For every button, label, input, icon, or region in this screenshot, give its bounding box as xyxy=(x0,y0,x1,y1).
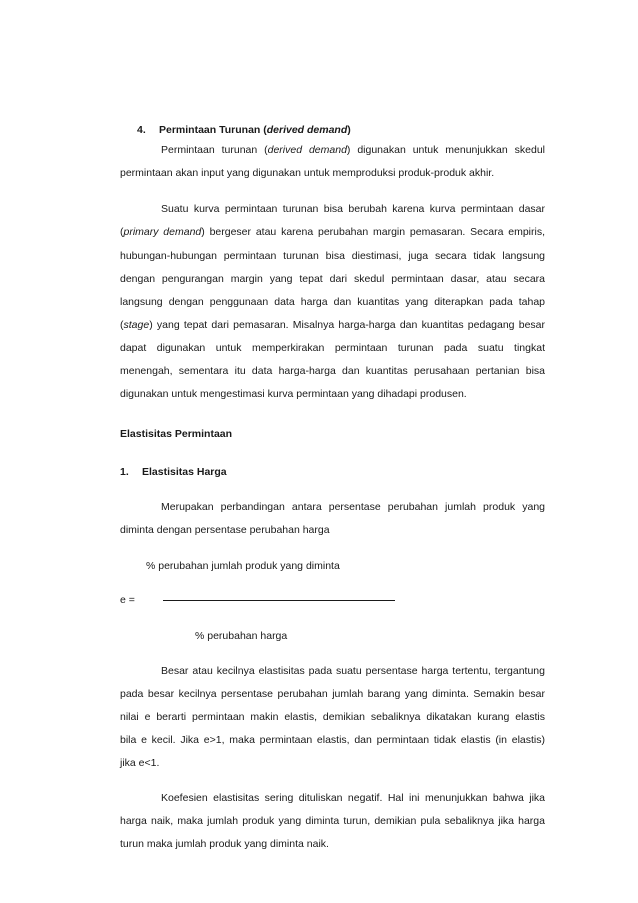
section-4-number: 4. xyxy=(137,124,146,136)
paragraph-line: Koefesien elastisitas sering dituliskan negatif. Hal ini menunjukkan bahwa jika xyxy=(161,792,545,804)
paragraph-line: menengah, sementara itu data harga-harga dan kuantitas perusahaan pertanian bisa xyxy=(120,365,545,377)
section-4-heading xyxy=(137,124,562,137)
paragraph-line: hubungan-hubungan permintaan turunan bisa diestimasi, juga secara tidak langsung xyxy=(120,250,545,262)
paragraph-line: digunakan untuk mengestimasi kurva permintaan yang dihadapi produsen. xyxy=(120,388,467,400)
section-heading-elastisitas: Elastisitas Permintaan xyxy=(120,428,233,440)
paragraph-line: bila e kecil. Jika e>1, maka permintaan elastis, dan permintaan tidak elastis (in elastis) xyxy=(120,734,545,746)
paragraph-line: nilai e berarti permintaan makin elastis, demikian sebaliknya dikatakan kurang elastis xyxy=(120,711,545,723)
paragraph-line: Permintaan turunan (derived demand) digunakan untuk menunjukkan skedul xyxy=(161,144,545,156)
paragraph-line: turun maka jumlah produk yang diminta naik. xyxy=(120,838,329,850)
paragraph-line: harga naik, maka jumlah produk yang diminta turun, demikian pula sebaliknya jika harga xyxy=(120,815,545,827)
formula-denominator: % perubahan harga xyxy=(195,630,288,642)
subsection-heading xyxy=(120,466,545,479)
section-4-title: Permintaan Turunan ( xyxy=(159,124,267,136)
paragraph-line: pada besar kecilnya persentase perubahan jumlah barang yang diminta. Semakin besar xyxy=(120,688,545,700)
paragraph-line: (stage) yang tepat dari pemasaran. Misalnya harga-harga dan kuantitas pedagang besar xyxy=(120,319,545,331)
paragraph-line: diminta dengan persentase perubahan harga xyxy=(120,524,330,536)
fraction-line xyxy=(163,600,395,601)
paragraph-line: Merupakan perbandingan antara persentase perubahan jumlah produk yang xyxy=(161,501,545,513)
section-4-title-close: ) xyxy=(347,124,351,136)
paragraph-line: permintaan akan input yang digunakan untuk memproduksi produk-produk akhir. xyxy=(120,167,495,179)
formula-lhs: e = xyxy=(120,594,135,606)
formula-numerator: % perubahan jumlah produk yang diminta xyxy=(146,560,340,572)
subsection-title: Elastisitas Harga xyxy=(142,466,227,478)
subsection-number: 1. xyxy=(120,466,129,478)
paragraph-line: dapat digunakan untuk memperkirakan permintaan turunan pada suatu tingkat xyxy=(120,342,545,354)
paragraph-line: Suatu kurva permintaan turunan bisa berubah karena kurva permintaan dasar xyxy=(161,203,545,215)
paragraph-line: langsung dengan penggunaan data harga dan kuantitas yang diterapkan pada tahap xyxy=(120,296,545,308)
section-4-title-italic: derived demand xyxy=(266,124,348,136)
paragraph-line: (primary demand) bergeser atau karena perubahan margin pemasaran. Secara empiris, xyxy=(120,226,545,238)
paragraph-line: Besar atau kecilnya elastisitas pada suatu persentase harga tertentu, tergantung xyxy=(161,665,545,677)
paragraph-line: dengan pengurangan margin yang tepat dari skedul permintaan dasar, atau secara xyxy=(120,273,545,285)
paragraph-line: jika e<1. xyxy=(120,757,160,769)
